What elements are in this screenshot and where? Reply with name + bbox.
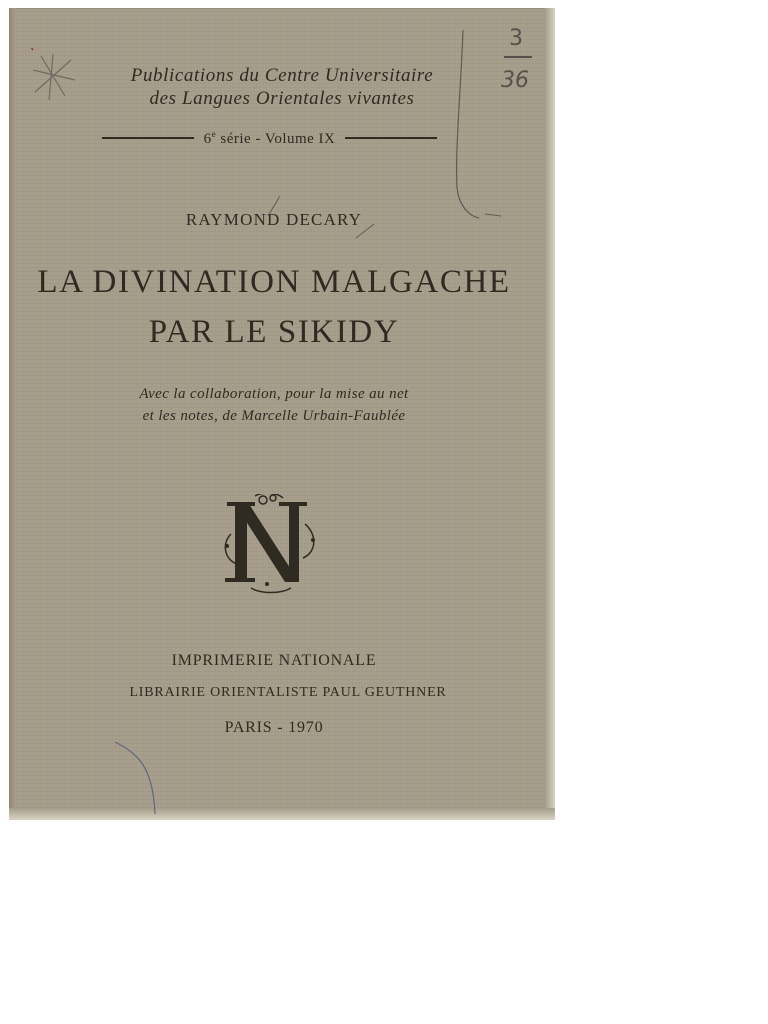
publisher-line-2: des Langues Orientales vivantes [149,88,415,109]
cover-bottom-edge [9,808,555,820]
place-and-year: PARIS - 1970 [224,719,324,736]
collaboration-line-2: et les notes, de Marcelle Urbain-Faublée [142,408,406,424]
title-line-2: PAR LE SIKIDY [148,314,400,350]
pencil-curve-right [449,28,519,228]
handwritten-mark-36: 36 [501,68,529,93]
printer-name: IMPRIMERIE NATIONALE [171,652,377,669]
series-rule-left [102,137,194,139]
title-line-1: LA DIVINATION MALGACHE [37,264,511,300]
handwritten-mark-3: 3 [509,26,523,51]
pencil-curve-bottom [109,738,169,818]
collaboration-line-1: Avec la collaboration, pour la mise au net [139,386,409,402]
series-rule-right [345,137,437,139]
pencil-tick-2 [354,222,376,240]
series-row [102,128,437,148]
author-name: RAYMOND DECARY [185,210,363,229]
series-label: 6e série - Volume IX [203,128,336,147]
book-cover [9,8,555,820]
bookseller-name: LIBRAIRIE ORIENTALISTE PAUL GEUTHNER [129,685,447,700]
publisher-line-1: Publications du Centre Universitaire [130,65,434,86]
imprimerie-nationale-monogram [221,494,321,594]
pencil-tick-1 [264,194,284,218]
